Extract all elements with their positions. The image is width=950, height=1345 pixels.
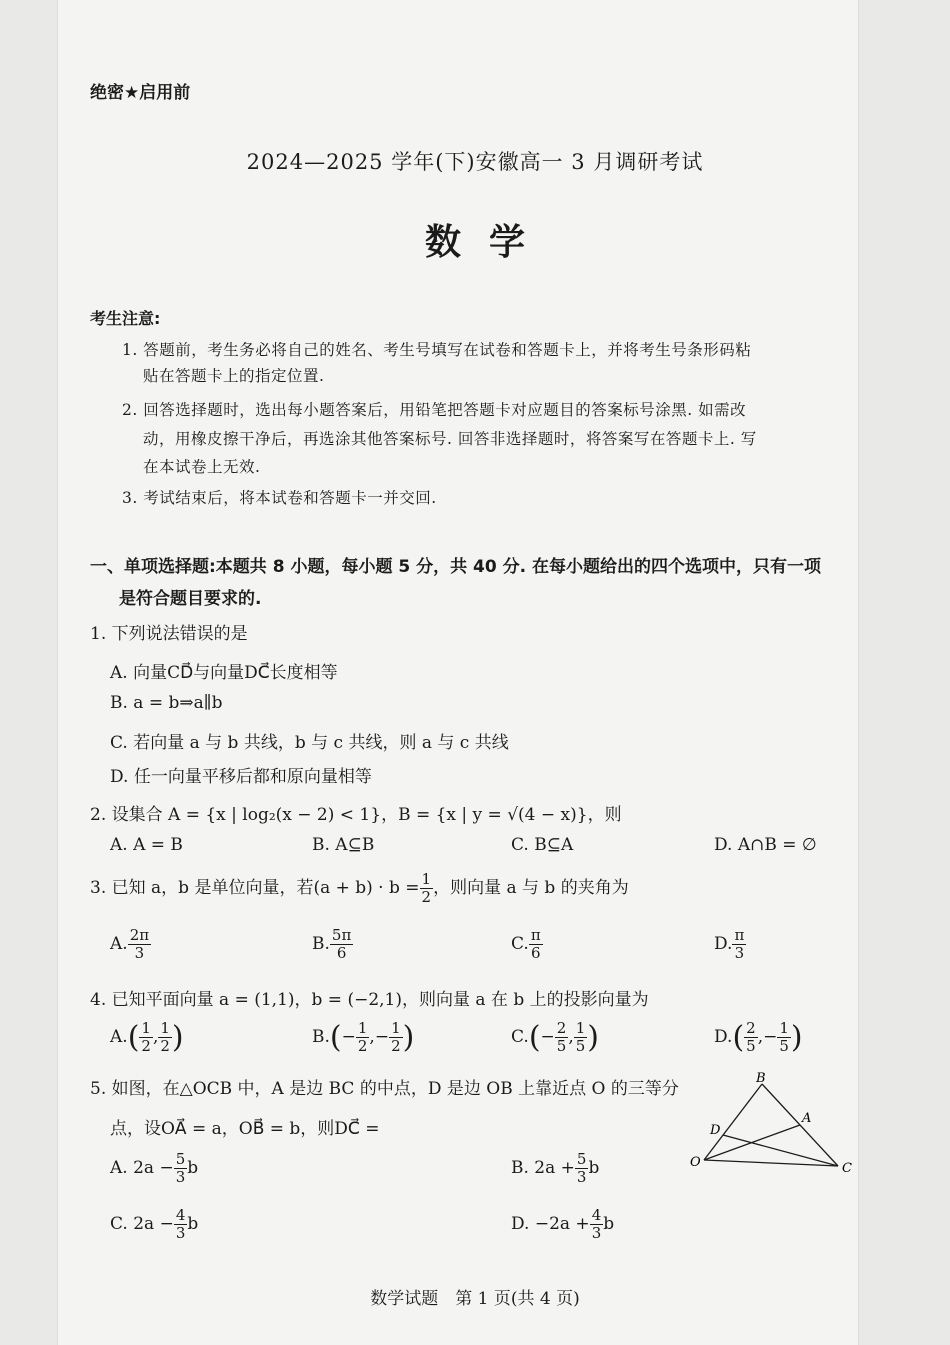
fraction-denominator: 3 [591, 1224, 602, 1242]
option-fraction [139, 1021, 153, 1054]
option-label: D. −2a + [511, 1214, 590, 1234]
notice-item: 2. 回答选择题时，选出每小题答案后，用铅笔把答题卡对应题目的答案标号涂黑. 如需改 [122, 401, 747, 419]
q5-option-a [110, 1152, 198, 1185]
fraction-numerator: 5 [576, 1150, 587, 1168]
fraction-numerator: 1 [160, 1019, 170, 1037]
fraction-numerator: 4 [175, 1206, 186, 1224]
fraction-numerator: 1 [141, 1019, 151, 1037]
q4-option-d: D.( $\frac{2}{5}$ ,− $\frac{1}{5}$ ) [714, 1019, 803, 1055]
option-fraction [389, 1021, 403, 1054]
fraction-denominator: 5 [746, 1037, 756, 1055]
option-tail: b [187, 1158, 199, 1178]
fraction-denominator: 6 [336, 944, 347, 962]
label-o: O [690, 1155, 701, 1170]
section-heading-cont: 是符合题目要求的. [119, 589, 262, 609]
q4-option-b: B.(− $\frac{1}{2}$ ,− $\frac{1}{2}$ ) [312, 1019, 415, 1055]
fraction-denominator: 6 [530, 944, 541, 962]
fraction-denominator: 5 [575, 1037, 586, 1055]
fraction-denominator: 3 [734, 944, 745, 962]
fraction-denominator: 5 [779, 1037, 789, 1055]
exam-title: 2024—2025 学年(下)安徽高一 3 月调研考试 [246, 150, 704, 174]
q3-option-b [312, 928, 353, 961]
option-fraction [777, 1021, 791, 1054]
option-tail: b [187, 1214, 199, 1234]
q3-stem-post: ，则向量 a 与 b 的夹角为 [433, 878, 629, 898]
q2-option-b: B. A⊆B [312, 835, 375, 855]
q1-option-d: D. 任一向量平移后都和原向量相等 [110, 767, 372, 787]
option-label: B. 2a + [511, 1158, 575, 1178]
q5-option-b [511, 1152, 599, 1185]
fraction-denominator: 2 [391, 1037, 401, 1055]
option-label: C. 2a − [110, 1214, 174, 1234]
option-fraction [174, 1152, 188, 1185]
confidential-mark: 绝密★启用前 [90, 83, 191, 103]
option-label: C. [511, 1027, 529, 1047]
label-a: A [802, 1111, 812, 1126]
notice-heading: 考生注意: [90, 309, 161, 328]
option-label: B. [312, 1027, 330, 1047]
fraction-numerator: π [530, 926, 541, 944]
option-label: B. [312, 934, 330, 954]
option-fraction [574, 1021, 588, 1054]
notice-item: 动，用橡皮擦干净后，再选涂其他答案标号. 回答非选择题时，将答案写在答题卡上. 写 [143, 430, 757, 448]
q1-option-a: A. 向量CD⃗与向量DC⃗长度相等 [110, 663, 338, 683]
fraction-numerator: 5 [175, 1150, 186, 1168]
option-tail: b [603, 1214, 615, 1234]
option-fraction [356, 1021, 370, 1054]
option-label: A. [110, 934, 128, 954]
fraction-numerator: 1 [575, 1019, 586, 1037]
fraction-denominator: 3 [175, 1168, 186, 1186]
q5-option-d [511, 1208, 614, 1241]
fraction-numerator: 2 [746, 1019, 756, 1037]
q3-stem-pre: 3. 已知 a，b 是单位向量，若(a + b) · b = [90, 878, 420, 898]
q1-option-b: B. a = b⇒a∥b [110, 693, 223, 713]
fraction-denominator: 3 [576, 1168, 587, 1186]
question-2-stem: 2. 设集合 A = {x | log₂(x − 2) < 1}，B = {x | y = √(4 − x)}，则 [90, 805, 622, 825]
notice-item: 在本试卷上无效. [143, 458, 261, 476]
notice-item: 1. 答题前，考生务必将自己的姓名、考生号填写在试卷和答题卡上，并将考生号条形码粘 [122, 341, 752, 359]
option-label: D. [714, 934, 733, 954]
q4-option-a: A.( $\frac{1}{2}$ , $\frac{1}{2}$ ) [110, 1019, 184, 1055]
option-label: A. [110, 1027, 128, 1047]
question-1-stem: 1. 下列说法错误的是 [90, 624, 248, 644]
fraction-denominator: 5 [556, 1037, 567, 1055]
fraction-numerator: 1 [421, 870, 432, 888]
notice-item: 3. 考试结束后，将本试卷和答题卡一并交回. [122, 489, 437, 507]
fraction-denominator: 2 [160, 1037, 170, 1055]
fraction-numerator: 1 [779, 1019, 789, 1037]
subject-title: 数学 [424, 222, 553, 263]
option-fraction [330, 928, 353, 961]
fraction-numerator: 5π [331, 926, 352, 944]
segment-ob [704, 1084, 762, 1160]
option-fraction [575, 1152, 589, 1185]
q3-option-d [714, 928, 746, 961]
q4-option-c: C.(− $\frac{2}{5}$ , $\frac{1}{5}$ ) [511, 1019, 599, 1055]
option-fraction [158, 1021, 172, 1054]
question-5-stem: 5. 如图，在△OCB 中，A 是边 BC 的中点，D 是边 OB 上靠近点 O 的三等分 [90, 1079, 679, 1099]
fraction-denominator: 3 [134, 944, 145, 962]
option-fraction [555, 1021, 569, 1054]
fraction-numerator: 4 [591, 1206, 602, 1224]
q2-option-d: D. A∩B = ∅ [714, 835, 817, 855]
fraction-numerator: 2 [556, 1019, 567, 1037]
fraction-numerator: 2π [129, 926, 150, 944]
q2-option-c: C. B⊆A [511, 835, 574, 855]
q3-stem-fraction [420, 872, 434, 905]
fraction-denominator: 2 [357, 1037, 368, 1055]
question-5-stem-cont: 点，设OA⃗ = a，OB⃗ = b，则DC⃗ = [110, 1119, 380, 1139]
fraction-denominator: 2 [141, 1037, 151, 1055]
label-b: B [756, 1072, 766, 1086]
page-footer: 数学试题 第 1 页(共 4 页) [370, 1289, 580, 1309]
question-4-stem: 4. 已知平面向量 a = (1,1)，b = (−2,1)，则向量 a 在 b 上的投影向量为 [90, 990, 649, 1010]
option-tail: b [588, 1158, 600, 1178]
triangle-diagram [686, 1072, 856, 1180]
option-fraction [732, 928, 746, 961]
section-heading: 一、单项选择题:本题共 8 小题，每小题 5 分，共 40 分. 在每小题给出的四个选项中，只有一项 [90, 557, 821, 577]
fraction-numerator: 1 [357, 1019, 368, 1037]
q5-option-c [110, 1208, 198, 1241]
option-fraction [128, 928, 151, 961]
option-fraction [529, 928, 543, 961]
option-fraction [590, 1208, 604, 1241]
q2-option-a: A. A = B [110, 835, 183, 855]
notice-item: 贴在答题卡上的指定位置. [143, 367, 325, 385]
fraction-numerator: 1 [391, 1019, 401, 1037]
q1-option-c: C. 若向量 a 与 b 共线，b 与 c 共线，则 a 与 c 共线 [110, 733, 509, 753]
q3-option-a [110, 928, 151, 961]
label-c: C [842, 1161, 852, 1176]
label-d: D [710, 1123, 721, 1138]
q3-option-c [511, 928, 543, 961]
option-label: A. 2a − [110, 1158, 174, 1178]
fraction-denominator: 3 [175, 1224, 186, 1242]
option-fraction [744, 1021, 758, 1054]
option-label: D. [714, 1027, 733, 1047]
fraction-denominator: 2 [421, 888, 432, 906]
option-label: C. [511, 934, 529, 954]
option-fraction [174, 1208, 188, 1241]
fraction-numerator: π [734, 926, 745, 944]
question-3-stem [90, 872, 629, 905]
